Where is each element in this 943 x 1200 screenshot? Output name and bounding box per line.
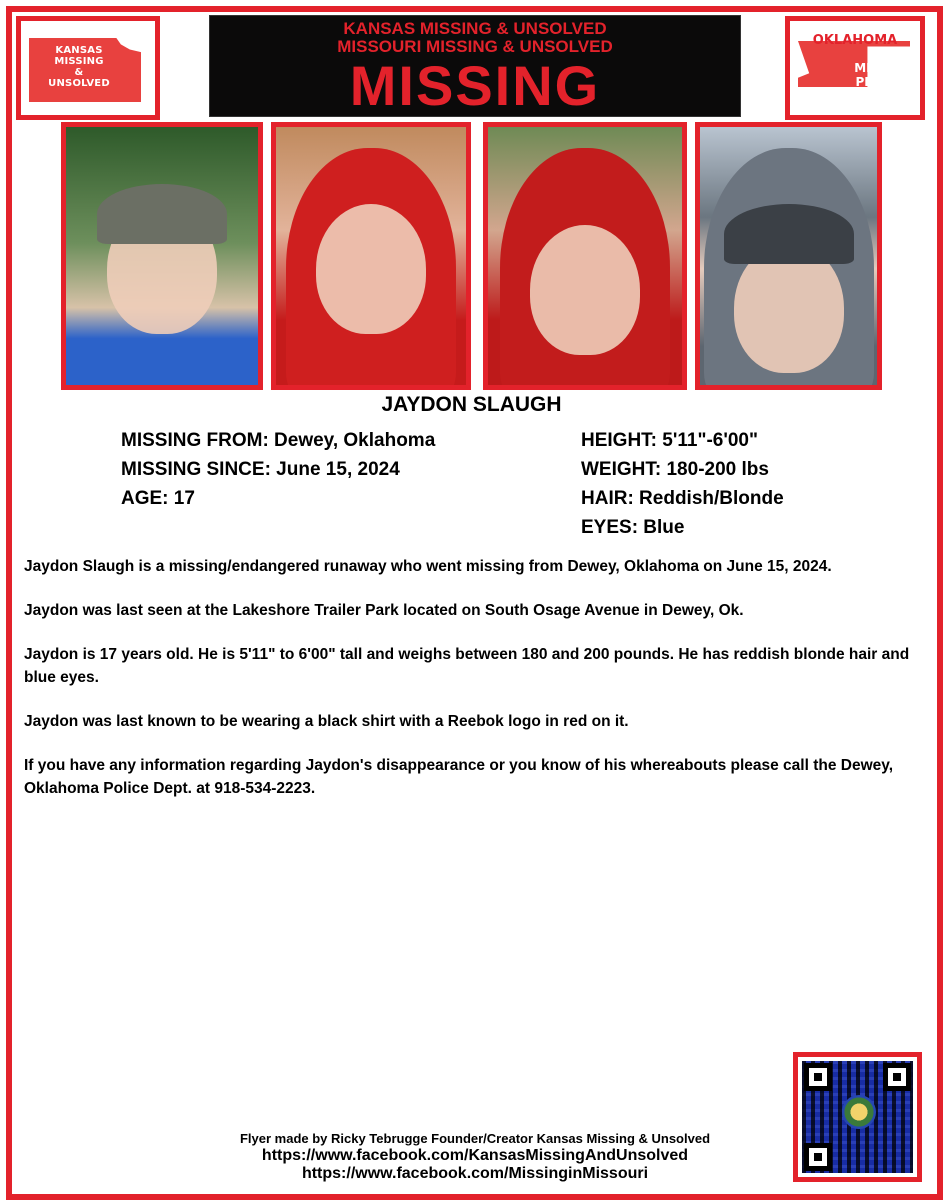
footer-link-kansas[interactable]: https://www.facebook.com/KansasMissingAndUnsolved <box>261 1147 689 1164</box>
kansas-logo <box>16 16 160 120</box>
age: AGE: 17 <box>121 488 195 509</box>
missing-banner <box>209 15 741 117</box>
cap-shape <box>724 204 854 264</box>
facts-left <box>121 426 435 513</box>
paragraph: Jaydon is 17 years old. He is 5'11" to 6'00" tall and weighs between 180 and 200 pounds. He has reddish blonde hair and blue eyes. <box>24 646 910 686</box>
qr-code[interactable] <box>793 1052 922 1182</box>
photo-4 <box>695 122 882 390</box>
paragraph: Jaydon was last known to be wearing a black shirt with a Reebok logo in red on it. <box>24 713 629 730</box>
cap-shape <box>97 184 227 244</box>
qr-finder <box>804 1143 832 1171</box>
paragraph: If you have any information regarding Jaydon's disappearance or you know of his whereabouts please call the Dewey, Oklahoma Police Dept. at 918-534-2223. <box>24 757 894 797</box>
face-shape <box>316 204 426 334</box>
facts-right <box>581 426 784 542</box>
banner-line-2: MISSOURI MISSING & UNSOLVED <box>337 37 613 56</box>
footer-credit: Flyer made by Ricky Tebrugge Founder/Creator Kansas Missing & Unsolved <box>239 1131 711 1146</box>
oklahoma-logo <box>785 16 925 120</box>
description <box>24 555 919 821</box>
missing-since: MISSING SINCE: June 15, 2024 <box>121 459 400 480</box>
oklahoma-logo-subtitle: MISSING PERSON <box>854 61 912 89</box>
paragraph: Jaydon was last seen at the Lakeshore Trailer Park located on South Osage Avenue in Dewey, Ok. <box>24 602 744 619</box>
qr-finder <box>804 1063 832 1091</box>
banner-line-1: KANSAS MISSING & UNSOLVED <box>343 19 607 38</box>
paragraph: Jaydon Slaugh is a missing/endangered runaway who went missing from Dewey, Oklahoma on June 15, 2024. <box>24 558 832 575</box>
weight: WEIGHT: 180-200 lbs <box>581 459 769 480</box>
banner-headline: MISSING <box>349 54 601 117</box>
photo-1 <box>61 122 263 390</box>
photo-2 <box>271 122 471 390</box>
kansas-logo-text: KANSAS MISSING & UNSOLVED <box>48 45 110 89</box>
person-name: JAYDON SLAUGH <box>381 393 562 416</box>
footer-link-missouri[interactable]: https://www.facebook.com/MissinginMissouri <box>301 1165 649 1182</box>
eyes: EYES: Blue <box>581 517 685 538</box>
photo-3 <box>483 122 687 390</box>
kansas-seal-icon <box>842 1095 876 1129</box>
height: HEIGHT: 5'11"-6'00" <box>581 430 759 451</box>
hair: HAIR: Reddish/Blonde <box>581 488 784 509</box>
missing-from: MISSING FROM: Dewey, Oklahoma <box>121 430 436 451</box>
footer <box>120 1131 830 1183</box>
qr-finder <box>883 1063 911 1091</box>
oklahoma-logo-title: OKLAHOMA <box>812 33 898 48</box>
face-shape <box>530 225 640 355</box>
